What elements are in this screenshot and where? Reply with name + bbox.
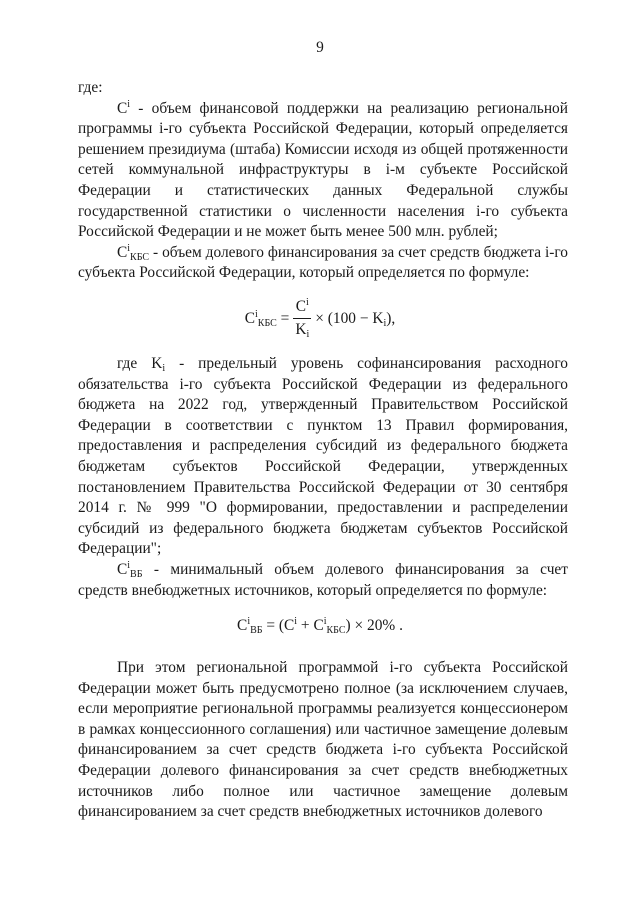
symbol-c-kbs-superscript: i (127, 242, 131, 254)
k-i-lead: где (117, 355, 152, 372)
symbol-k: K (151, 355, 163, 372)
c-vb-definition-text: - минимальный объем долевого финансирования за счет средств внебюджетных источников, который определяется по формуле: (78, 560, 568, 599)
paragraph-c-i-definition (78, 99, 568, 243)
paragraph-final: При этом региональной программой i-го субъекта Российской Федерации может быть предусмотрено полное (за исключением случаев, если мероприятие региональной программы реализуется концессионером в рамках концессионного соглашения) или частичное замещение долевым финансированием за счет средств бюджета i-го субъекта Российской Федерации долевого финансирования за счет средств внебюджетных источников либо полное или частичное замещение долевым финансированием за счет средств внебюджетных источников долевого (78, 659, 568, 821)
c-i-definition-text: - объем финансовой поддержки на реализацию региональной программы i-го субъекта Российской Федерации, который определяется решением президиума (штаба) Комиссии исходя из общей протяженности сетей коммунальной инфраструктуры в i-м субъекте Российской Федерации и статистических данных Федеральной службы государственной статистики о численности населения i-го субъекта Российской Федерации и не может быть менее 500 млн. рублей; (78, 99, 568, 241)
symbol-c-superscript: i (127, 98, 131, 110)
formula-vb: $C^i_{ВБ} = (C^i + C^i_{КБС}) \times 20\%$ . (237, 616, 403, 636)
fraction-denominator: $K_i$ (295, 321, 310, 340)
symbol-c-vb-superscript: i (127, 559, 131, 571)
formula-kbs-fraction (293, 297, 311, 340)
fraction-numerator: $C^i$ (293, 297, 311, 319)
paragraph-where: где: (78, 79, 103, 96)
text-block-definitions-2 (78, 354, 568, 601)
symbol-c-kbs: C (117, 243, 128, 261)
c-kbs-definition-text: - объем долевого финансирования за счет средств бюджета i-го субъекта Российской Федерации, который определяется по формуле: (78, 243, 568, 282)
formula-kbs-lhs: $C^i_{КБС}$ = (244, 308, 290, 329)
k-i-definition-text: - предельный уровень софинансирования расходного обязательства i-го субъекта Российской Федерации из федерального бюджета на 2022 год, утвержденный Правительством Российской Федерации в соответствии с пунктом 13 Правил формирования, предоставления и распределения субсидий из федерального бюджета бюджетам субъектов Российской Федерации, утвержденных постановлением Правительства Российской Федерации от 30 сентября 2014 г. № 999 "О формировании, предоставлении и распределении субсидий из федерального бюджета бюджетам субъектов Российской Федерации"; (78, 355, 568, 558)
text-block-definitions-1 (78, 78, 568, 284)
symbol-c-vb: C (117, 560, 128, 578)
symbol-c-kbs-subscript: КБС (130, 251, 150, 263)
text-block-final (78, 658, 568, 823)
page-number: 9 (316, 39, 324, 56)
symbol-c: C (117, 99, 128, 117)
formula-kbs (0, 297, 640, 340)
paragraph-c-vb-definition (78, 560, 568, 601)
symbol-k-subscript: i (162, 363, 166, 374)
paragraph-c-kbs-definition (78, 243, 568, 284)
formula-kbs-rhs: × $(100 - K_i)$, (315, 309, 396, 329)
symbol-c-vb-subscript: ВБ (130, 568, 143, 580)
paragraph-k-i-definition (78, 354, 568, 560)
